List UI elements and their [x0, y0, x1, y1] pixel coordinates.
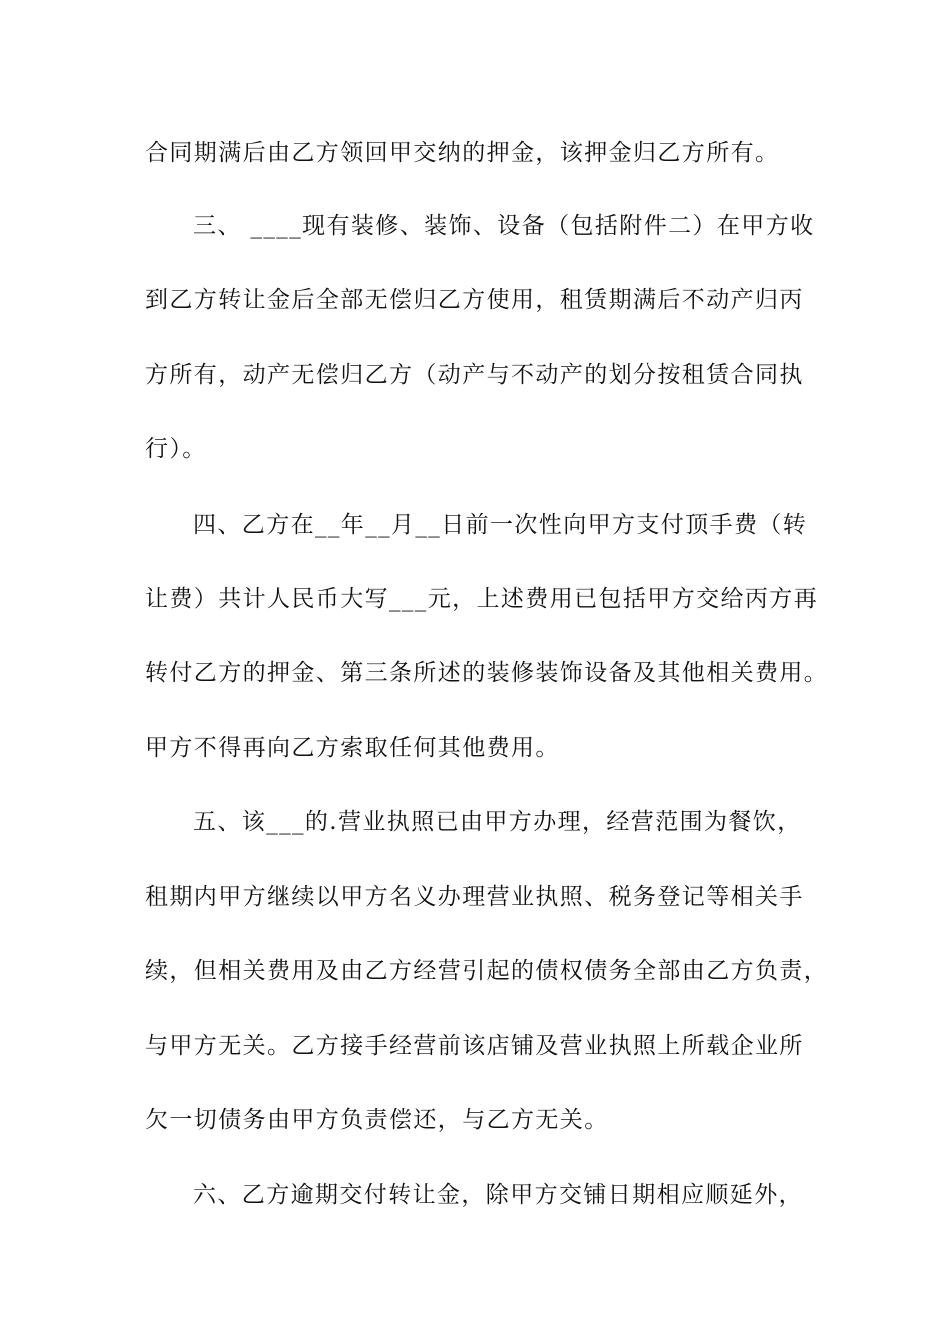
text-line: 让费）共计人民币大写___元，上述费用已包括甲方交给丙方再 [145, 586, 819, 612]
text-line: 与甲方无关。乙方接手经营前该店铺及营业执照上所载企业所 [145, 1033, 804, 1059]
text-line: 合同期满后由乙方领回甲交纳的押金，该押金归乙方所有。 [145, 140, 780, 166]
text-line: 甲方不得再向乙方索取任何其他费用。 [145, 735, 560, 761]
text-line: 四、乙方在__年__月__日前一次性向甲方支付顶手费（转 [193, 512, 808, 538]
text-line: 到乙方转让金后全部无偿归乙方使用，租赁期满后不动产归丙 [145, 287, 804, 313]
text-line: 转付乙方的押金、第三条所述的装修装饰设备及其他相关费用。 [145, 660, 829, 686]
text-line: 续，但相关费用及由乙方经营引起的债权债务全部由乙方负责， [145, 958, 829, 984]
text-line: 租期内甲方继续以甲方名义办理营业执照、税务登记等相关手 [145, 884, 804, 910]
text-line: 欠一切债务由甲方负责偿还，与乙方无关。 [145, 1107, 609, 1133]
text-line: 方所有，动产无偿归乙方（动产与不动产的划分按租赁合同执 [145, 362, 804, 388]
text-line: 六、乙方逾期交付转让金，除甲方交铺日期相应顺延外， [193, 1182, 803, 1208]
text-line: 五、该___的.营业执照已由甲方办理，经营范围为餐饮， [193, 809, 802, 835]
text-line: 三、 ____现有装修、装饰、设备（包括附件二）在甲方收 [193, 213, 815, 239]
text-line: 行）。 [145, 436, 207, 462]
